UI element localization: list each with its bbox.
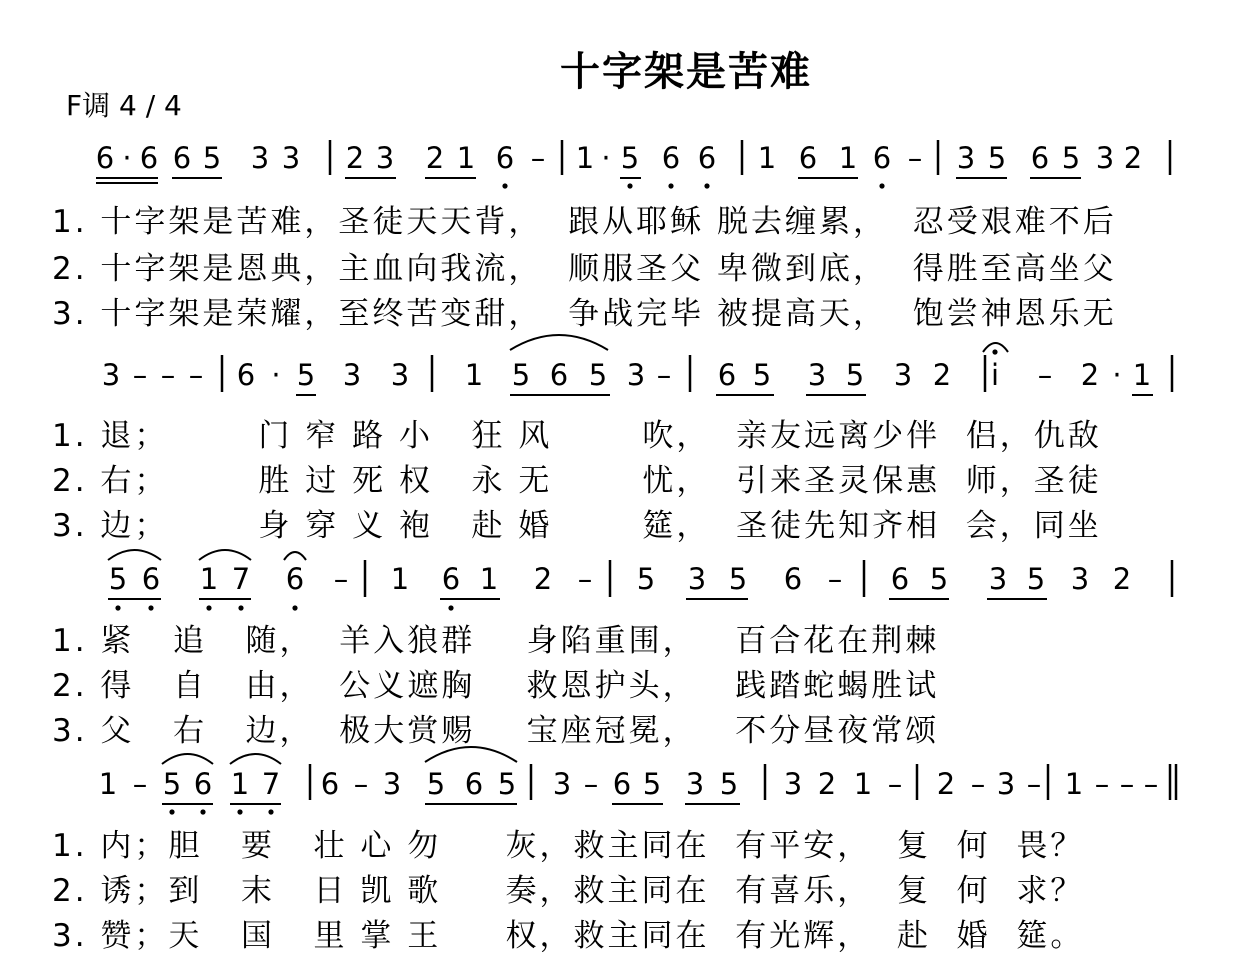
- note: 2: [1123, 141, 1143, 175]
- note: 6: [320, 767, 340, 801]
- octave-dot: [627, 183, 632, 188]
- note: 1: [199, 562, 219, 596]
- note: 5: [620, 141, 640, 175]
- note: 5: [511, 358, 531, 392]
- note: ·: [601, 141, 611, 175]
- note: –: [827, 562, 843, 596]
- note: 5: [162, 767, 182, 801]
- note: 5: [642, 767, 662, 801]
- octave-dot: [448, 605, 453, 610]
- note: 6: [441, 562, 461, 596]
- note: 3: [1070, 562, 1090, 596]
- lyric-s1-v3: 3. 十字架是荣耀，至终苦变甜， 争战完毕 被提高天， 饱尝神恩乐无: [52, 296, 1117, 332]
- note: 6: [890, 562, 910, 596]
- note: –: [577, 562, 593, 596]
- lyric-s1-v2: 2. 十字架是恩典，主血向我流， 顺服圣父 卑微到底， 得胜至高坐父: [52, 251, 1117, 287]
- note: –: [1037, 358, 1053, 392]
- note: 5: [202, 141, 222, 175]
- note: 6: [285, 562, 305, 596]
- note: 6: [872, 141, 892, 175]
- octave-dot: [992, 349, 997, 354]
- lyric-s2-v2: 2. 右； 胜 过 死 权 永 无 忧， 引来圣灵保惠 师，圣徒: [52, 463, 1102, 499]
- note: 6: [717, 358, 737, 392]
- note: 3: [382, 767, 402, 801]
- note: –: [132, 358, 148, 392]
- note: –: [333, 562, 349, 596]
- note: 3: [687, 562, 707, 596]
- note: –: [188, 358, 204, 392]
- note: 3: [250, 141, 270, 175]
- note: 6: [549, 358, 569, 392]
- note: 6: [661, 141, 681, 175]
- octave-dot: [169, 809, 174, 814]
- octave-dot: [237, 809, 242, 814]
- note: –: [970, 767, 986, 801]
- note: 6: [95, 141, 115, 175]
- note: 2: [936, 767, 956, 801]
- note: 5: [636, 562, 656, 596]
- octave-dot: [148, 605, 153, 610]
- note: 5: [108, 562, 128, 596]
- octave-dot: [292, 605, 297, 610]
- note: 5: [426, 767, 446, 801]
- song-title: 十字架是苦难: [560, 49, 812, 95]
- slur: [284, 552, 306, 560]
- note: 7: [231, 562, 251, 596]
- note: 1: [98, 767, 118, 801]
- note: 2: [533, 562, 553, 596]
- slur: [510, 335, 608, 350]
- note: 6: [798, 141, 818, 175]
- octave-dot: [668, 183, 673, 188]
- octave-dot: [200, 809, 205, 814]
- note: ·: [122, 141, 132, 175]
- note: 6: [495, 141, 515, 175]
- note: 5: [929, 562, 949, 596]
- note: 3: [375, 141, 395, 175]
- note: –: [1094, 767, 1110, 801]
- note: 2: [817, 767, 837, 801]
- octave-dot: [268, 809, 273, 814]
- note: –: [160, 358, 176, 392]
- note: 1: [230, 767, 250, 801]
- note: –: [353, 767, 369, 801]
- lyric-s4-v1: 1. 内；胆 要 壮 心 勿 灰，救主同在 有平安， 复 何 畏？: [52, 828, 1085, 864]
- note: 3: [685, 767, 705, 801]
- note: 6: [193, 767, 213, 801]
- note: 3: [281, 141, 301, 175]
- note: 1: [757, 141, 777, 175]
- note: 1: [838, 141, 858, 175]
- note: 1: [853, 767, 873, 801]
- lyric-s4-v2: 2. 诱；到 末 日 凯 歌 奏，救主同在 有喜乐， 复 何 求？: [52, 873, 1085, 909]
- note: 3: [342, 358, 362, 392]
- note: –: [583, 767, 599, 801]
- note: 2: [345, 141, 365, 175]
- key-time-signature: F调 4 / 4: [66, 89, 182, 122]
- note: ·: [1112, 358, 1122, 392]
- note: 5: [719, 767, 739, 801]
- note: 6: [464, 767, 484, 801]
- note: –: [1026, 767, 1042, 801]
- note: 5: [728, 562, 748, 596]
- note: –: [907, 141, 923, 175]
- octave-dot: [238, 605, 243, 610]
- note: 6: [236, 358, 256, 392]
- octave-dot: [704, 183, 709, 188]
- note: 5: [987, 141, 1007, 175]
- note: 3: [807, 358, 827, 392]
- lyric-s2-v1: 1. 退； 门 窄 路 小 狂 风 吹， 亲友远离少伴 侣，仇敌: [52, 418, 1102, 454]
- note: ·: [271, 358, 281, 392]
- slur: [199, 550, 251, 560]
- note: 2: [425, 141, 445, 175]
- lyric-s4-v3: 3. 赞；天 国 里 掌 王 权，救主同在 有光辉， 赴 婚 筵。: [52, 918, 1085, 954]
- note: 3: [783, 767, 803, 801]
- note: 2: [932, 358, 952, 392]
- slur: [162, 754, 213, 764]
- note: 5: [1061, 141, 1081, 175]
- octave-dot: [115, 605, 120, 610]
- note: 3: [390, 358, 410, 392]
- note: 1: [390, 562, 410, 596]
- note: –: [656, 358, 672, 392]
- note: 6: [141, 562, 161, 596]
- note: 5: [752, 358, 772, 392]
- note: 1: [575, 141, 595, 175]
- note: –: [530, 141, 546, 175]
- note: 5: [588, 358, 608, 392]
- note: 6: [172, 141, 192, 175]
- note: 2: [1112, 562, 1132, 596]
- note: 5: [296, 358, 316, 392]
- note: 1: [456, 141, 476, 175]
- note: 5: [1026, 562, 1046, 596]
- slur: [230, 754, 281, 764]
- note: 1: [464, 358, 484, 392]
- lyric-s1-v1: 1. 十字架是苦难，圣徒天天背， 跟从耶稣 脱去缠累， 忍受艰难不后: [52, 204, 1117, 240]
- note: 3: [626, 358, 646, 392]
- note: 2: [1080, 358, 1100, 392]
- note: 3: [893, 358, 913, 392]
- note: 1: [1064, 767, 1084, 801]
- note: i: [990, 358, 1000, 392]
- note: 6: [1030, 141, 1050, 175]
- note: 3: [988, 562, 1008, 596]
- note: –: [132, 767, 148, 801]
- note: 6: [783, 562, 803, 596]
- note: 1: [1132, 358, 1152, 392]
- lyric-s3-v3: 3. 父 右 边， 极大赏赐 宝座冠冕， 不分昼夜常颂: [52, 713, 940, 749]
- note: 6: [697, 141, 717, 175]
- note: 3: [956, 141, 976, 175]
- note: 6: [139, 141, 159, 175]
- lyric-s3-v1: 1. 紧 追 随， 羊入狼群 身陷重围， 百合花在荆棘: [52, 623, 940, 659]
- lyric-s2-v3: 3. 边； 身 穿 义 袍 赴 婚 筵， 圣徒先知齐相 会，同坐: [52, 508, 1102, 544]
- lyric-s3-v2: 2. 得 自 由， 公义遮胸 救恩护头， 践踏蛇蝎胜试: [52, 668, 940, 704]
- note: 3: [996, 767, 1016, 801]
- note: 6: [612, 767, 632, 801]
- note: 5: [845, 358, 865, 392]
- note: 3: [1095, 141, 1115, 175]
- note: 5: [497, 767, 517, 801]
- note: 3: [552, 767, 572, 801]
- octave-dot: [879, 183, 884, 188]
- slur: [108, 550, 161, 560]
- note: –: [1119, 767, 1135, 801]
- note: –: [1143, 767, 1159, 801]
- octave-dot: [502, 183, 507, 188]
- note: 1: [479, 562, 499, 596]
- octave-dot: [206, 605, 211, 610]
- note: 3: [101, 358, 121, 392]
- note: –: [887, 767, 903, 801]
- note: 7: [261, 767, 281, 801]
